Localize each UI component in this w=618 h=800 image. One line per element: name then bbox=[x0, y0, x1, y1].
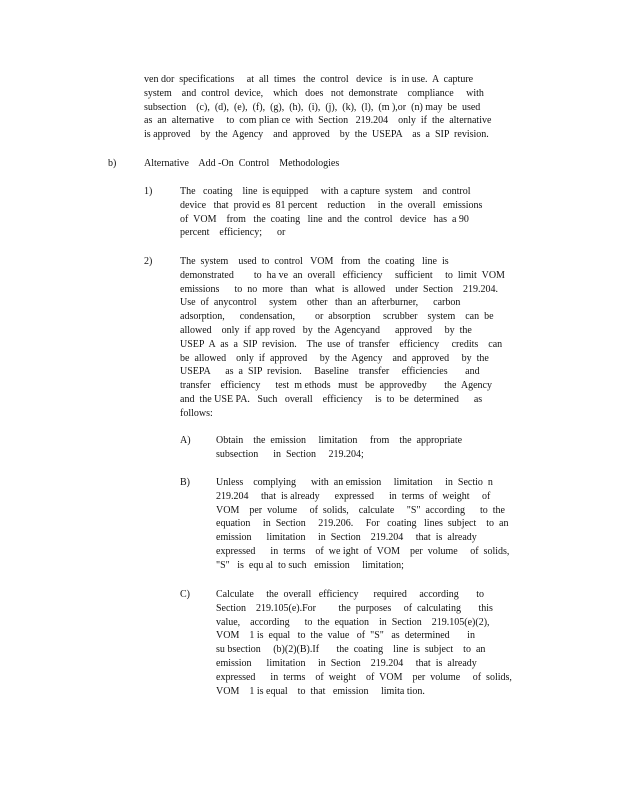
intro-paragraph bbox=[144, 73, 500, 142]
text-line: The coating line is equipped with a capture system and control bbox=[180, 186, 471, 197]
text-line: expressed in terms of weight of VOM per volume of solids, bbox=[216, 671, 512, 683]
text-line: transfer efficiency test m ethods must be approvedby the Agency bbox=[180, 380, 492, 392]
text-line: VOM 1 is equal to that emission limita tion. bbox=[216, 685, 425, 697]
text-line: expressed in terms of we ight of VOM per volume of solids, bbox=[216, 545, 510, 557]
item-2-text bbox=[180, 255, 504, 421]
item-b-label: B) bbox=[180, 477, 190, 488]
text-line: emissions to no more than what is allowed under Section 219.204. bbox=[180, 283, 499, 295]
item-b-text bbox=[216, 476, 510, 573]
intro-text bbox=[144, 73, 500, 142]
text-line: subsection in Section 219.204; bbox=[216, 448, 364, 460]
text-line: adsorption, condensation, or absorption scrubber system can be bbox=[180, 311, 494, 323]
text-line: of VOM from the coating line and the control device has a 90 bbox=[180, 213, 469, 225]
text-line: Section 219.105(e).For the purposes of calculating this bbox=[216, 602, 493, 614]
text-line: Obtain the emission limitation from the appropriate bbox=[216, 435, 463, 446]
text-line: value, according to the equation in Section 219.105(e)(2), bbox=[216, 616, 490, 628]
text-line: follows: bbox=[180, 407, 213, 419]
text-line: allowed only if app roved by the Agencyand approved by the bbox=[180, 324, 472, 336]
item-a-label: A) bbox=[180, 435, 191, 446]
section-b-heading: Alternative Add -On Control Methodologies bbox=[144, 158, 340, 169]
item-2-label: 2) bbox=[144, 256, 153, 267]
text-line: emission limitation in Section 219.204 that is already bbox=[216, 657, 477, 669]
text-line: VOM 1 is equal to the value of "S" as determined in bbox=[216, 630, 475, 642]
item-c-text bbox=[216, 588, 512, 698]
text-line: emission limitation in Section 219.204 that is already bbox=[216, 532, 477, 544]
text-line: Calculate the overall efficiency required according to bbox=[216, 589, 485, 600]
text-line: USEP A as a SIP revision. The use of transfer efficiency credits can bbox=[180, 338, 503, 350]
text-line: system and control device, which does not demonstrate compliance with bbox=[144, 87, 484, 99]
text-line: VOM per volume of solids, calculate "S" according to the bbox=[216, 504, 505, 516]
section-b-label: b) bbox=[108, 158, 117, 169]
text-line: as an alternative to com plian ce with Section 219.204 only if the alternative bbox=[144, 115, 492, 127]
text-line: Use of anycontrol system other than an afterburner, carbon bbox=[180, 297, 461, 309]
text-line: ven dor specifications at all times the control device is in use. A capture bbox=[144, 74, 474, 85]
item-1-label: 1) bbox=[144, 186, 153, 197]
text-line: equation in Section 219.206. For coating lines subject to an bbox=[216, 518, 509, 530]
text-line: demonstrated to ha ve an overall efficiency sufficient to limit VOM bbox=[180, 269, 505, 281]
text-line: "S" is equ al to such emission limitation; bbox=[216, 559, 404, 571]
text-line: device that provid es 81 percent reduction in the overall emissions bbox=[180, 199, 483, 211]
text-line: 219.204 that is already expressed in terms of weight of bbox=[216, 490, 491, 502]
text-line: percent efficiency; or bbox=[180, 227, 286, 239]
item-c-label: C) bbox=[180, 589, 190, 600]
text-line: su bsection (b)(2)(B).If the coating line is subject to an bbox=[216, 644, 486, 656]
item-a-text bbox=[216, 434, 486, 462]
text-line: The system used to control VOM from the coating line is bbox=[180, 256, 449, 267]
text-line: be allowed only if approved by the Agency and approved by the bbox=[180, 352, 489, 364]
text-line: USEPA as a SIP revision. Baseline transfer efficiencies and bbox=[180, 366, 480, 378]
text-line: is approved by the Agency and approved by the USEPA as a SIP revision. bbox=[144, 129, 489, 141]
text-line: Unless complying with an emission limitation in Sectio n bbox=[216, 477, 493, 488]
item-1-text bbox=[180, 185, 500, 240]
text-line: subsection (c), (d), (e), (f), (g), (h), (i), (j), (k), (l), (m ),or (n) may be used bbox=[144, 101, 481, 113]
text-line: and the USE PA. Such overall efficiency is to be determined as bbox=[180, 393, 483, 405]
